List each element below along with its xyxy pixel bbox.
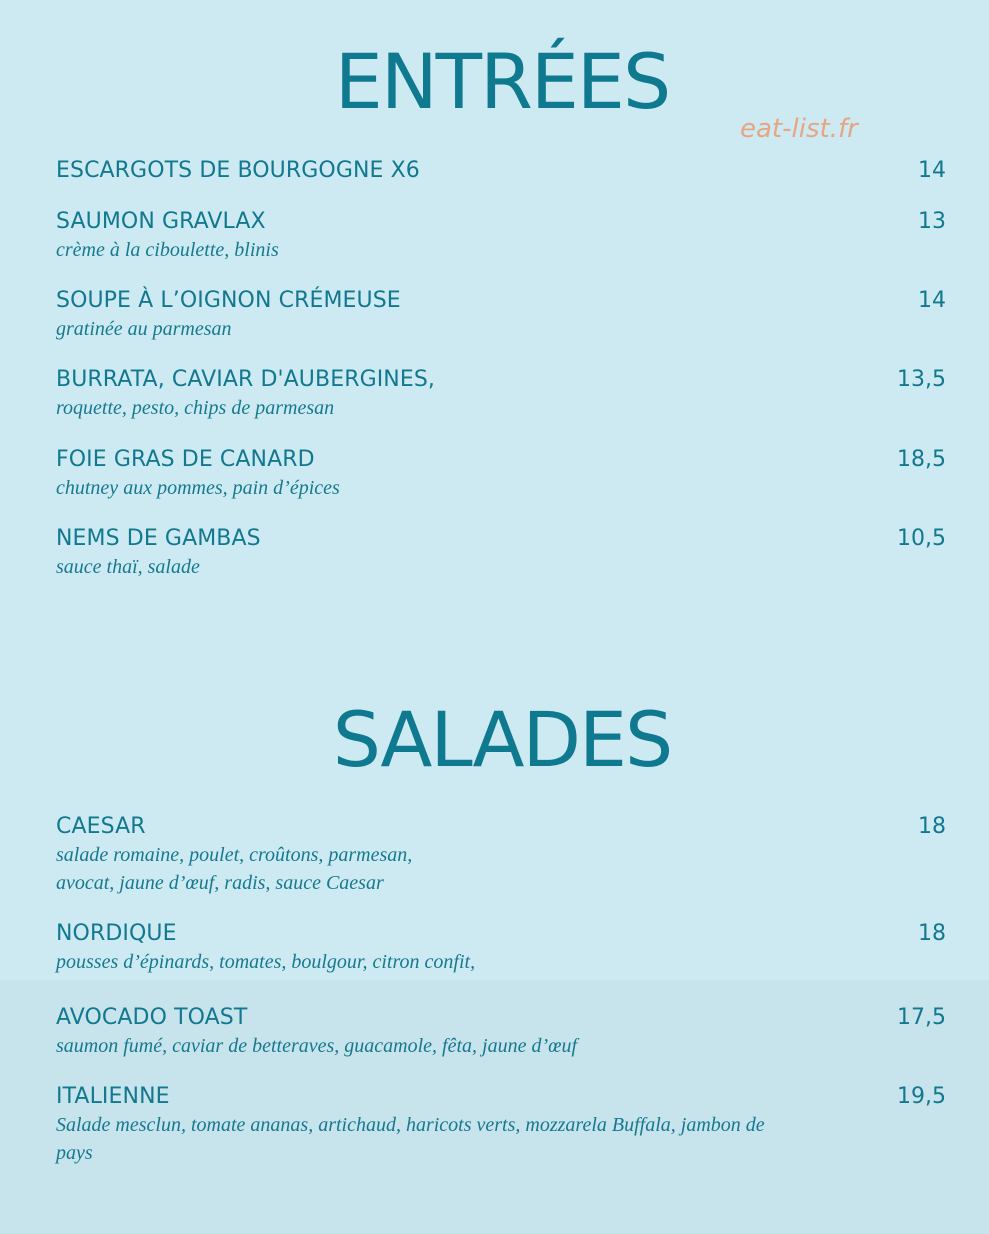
item-price: 18 — [918, 814, 946, 839]
item-name: ITALIENNE — [56, 1084, 170, 1109]
section-title-salades: SALADES — [332, 695, 672, 784]
item-description: chutney aux pommes, pain d’épices — [56, 477, 340, 499]
item-name: NEMS DE GAMBAS — [56, 526, 261, 551]
item-description-line: saumon fumé, caviar de betteraves, guacamole, fêta, jaune d’œuf — [56, 1035, 577, 1057]
item-description: gratinée au parmesan — [56, 318, 232, 340]
item-description-line: salade romaine, poulet, croûtons, parmesan, — [56, 844, 413, 866]
item-description-line: avocat, jaune d’œuf, radis, sauce Caesar — [56, 872, 384, 894]
item-price: 18,5 — [897, 447, 946, 472]
item-price: 19,5 — [897, 1084, 946, 1109]
item-price: 17,5 — [897, 1005, 946, 1030]
watermark: eat-list.fr — [740, 114, 858, 144]
item-description: roquette, pesto, chips de parmesan — [56, 397, 335, 419]
item-description-line: pays — [56, 1142, 93, 1164]
menu-item — [56, 287, 946, 343]
menu-item — [56, 157, 946, 185]
item-price: 13 — [918, 209, 946, 234]
section-title-entrees: ENTRÉES — [334, 37, 670, 126]
menu-item — [56, 366, 946, 422]
item-price: 14 — [918, 158, 946, 183]
item-description-line: pousses d’épinards, tomates, boulgour, citron confit, — [56, 951, 476, 973]
item-description-line: Salade mesclun, tomate ananas, artichaud, haricots verts, mozzarela Buffala, jambon de — [56, 1114, 765, 1136]
menu-item — [56, 525, 946, 581]
item-name: NORDIQUE — [56, 921, 177, 946]
item-name: FOIE GRAS DE CANARD — [56, 447, 315, 472]
item-name: CAESAR — [56, 814, 146, 839]
item-description: crème à la ciboulette, blinis — [56, 239, 279, 261]
item-name: AVOCADO TOAST — [56, 1005, 248, 1030]
item-price: 14 — [918, 288, 946, 313]
item-name: BURRATA, CAVIAR D'AUBERGINES, — [56, 367, 436, 392]
item-price: 18 — [918, 921, 946, 946]
menu-item — [56, 1004, 946, 1060]
item-name: SOUPE À L’OIGNON CRÉMEUSE — [56, 288, 401, 313]
item-name: ESCARGOTS DE BOURGOGNE X6 — [56, 158, 420, 183]
menu-item — [56, 446, 946, 502]
menu-item — [56, 920, 946, 976]
menu-item — [56, 1083, 946, 1167]
item-price: 10,5 — [897, 526, 946, 551]
menu-item — [56, 208, 946, 264]
item-description: sauce thaï, salade — [56, 556, 200, 578]
item-name: SAUMON GRAVLAX — [56, 209, 266, 234]
menu-item — [56, 813, 946, 897]
item-price: 13,5 — [897, 367, 946, 392]
